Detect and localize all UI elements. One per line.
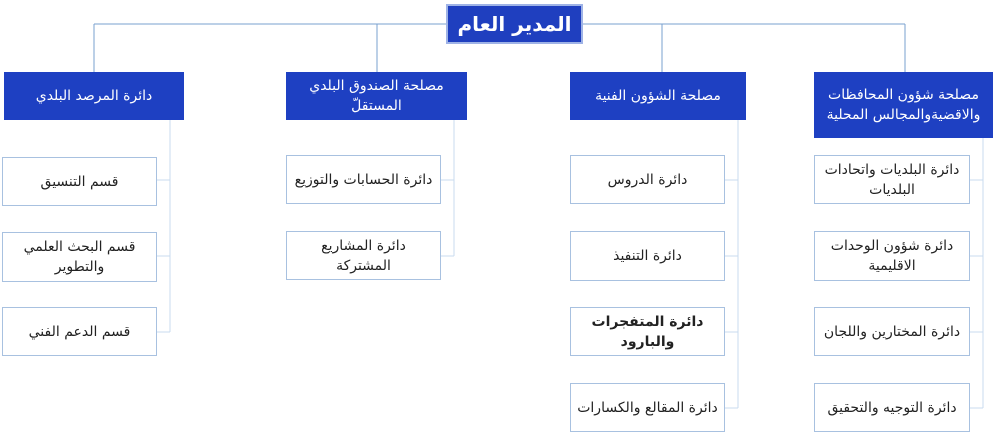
dept-head-technical [570, 72, 746, 120]
sub-accounts [286, 155, 441, 204]
sub-regional-units [814, 231, 970, 281]
general-director-label: المدير العام [457, 12, 572, 36]
dept-head-label: دائرة المرصد البلدي [35, 88, 153, 104]
sub-execution [570, 231, 725, 281]
sub-studies [570, 155, 725, 204]
sub-quarries [570, 383, 725, 432]
sub-mukhtars [814, 307, 970, 356]
sub-label: قسم التنسيق [40, 173, 119, 190]
general-director-box [446, 4, 583, 44]
sub-guidance [814, 383, 970, 432]
sub-label: دائرة التوجيه والتحقيق [827, 399, 957, 416]
dept-head-fund [286, 72, 467, 120]
sub-label: دائرة التنفيذ [613, 248, 682, 264]
dept-head-provinces [814, 72, 993, 138]
dept-head-label: مصلحة شؤون المحافظات والاقضيةوالمجالس المحلية [826, 87, 981, 123]
sub-tech-support [2, 307, 157, 356]
sub-label: قسم البحث العلمي والتطوير [23, 239, 136, 275]
sub-joint-projects [286, 231, 441, 280]
dept-head-label: مصلحة الشؤون الفنية [595, 88, 721, 104]
sub-label: دائرة المتفجرات والبارود [591, 313, 704, 350]
sub-explosives [570, 307, 725, 356]
sub-label: دائرة الحسابات والتوزيع [294, 171, 433, 188]
sub-municipalities [814, 155, 970, 204]
dept-head-label: مصلحة الصندوق البلدي المستقلّ [309, 78, 444, 114]
dept-head-observatory [4, 72, 184, 120]
sub-label: قسم الدعم الفني [28, 323, 131, 340]
sub-coordination [2, 157, 157, 206]
sub-research [2, 232, 157, 282]
sub-label: دائرة البلديات واتحادات البلديات [824, 161, 960, 198]
sub-label: دائرة المختارين واللجان [823, 323, 961, 340]
sub-label: دائرة الدروس [607, 171, 688, 188]
sub-label: دائرة المقالع والكسارات [577, 399, 718, 416]
sub-label: دائرة المشاريع المشتركة [321, 237, 406, 274]
sub-label: دائرة شؤون الوحدات الاقليمية [830, 238, 954, 274]
